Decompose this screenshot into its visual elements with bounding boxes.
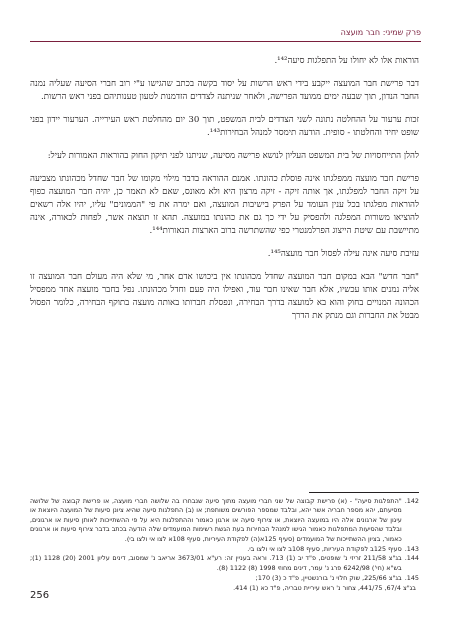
paragraph: הוראות אלו לא יחולו על התפלגות סיעה¹⁴². (274, 56, 419, 66)
paragraph: להלן התייחסויות של בית המשפט העליון לנושא פרישה מסיעה, שניתנו לפני תיקון החוק בהוראות האמורות לעיל: (47, 151, 419, 161)
footnote-text: בג"צ 211/58 זריזי נ' שופטים, פ"ד יב (1) 713. וראה בעניין זה: רע"א 3673/01 אריאב נ' שמסוב, דינים עליון 2001 (20) 1128 (1); בש"א (חי') 6242/98 פרג נ' עמר, דינים מחוזי 1998 (8) 1122 (8). (30, 554, 402, 572)
footnote-text: בג"צ 67/4, 441/75, צחור נ' ראש עיריית טבריה, פ"ד כא (1) 414. (233, 583, 416, 592)
footnote (30, 574, 419, 583)
footnote-number: 144. (404, 554, 419, 563)
running-header: פרק שמיני: חבר מועצה (340, 28, 421, 37)
footnote-number: 145. (404, 573, 419, 582)
footnote-number: 143. (404, 544, 419, 553)
footnote-text: סעיף 125ב לפקודת העיריות, סעיף 108ב לצו אי ולצו בי. (247, 544, 402, 553)
footnote-text: "התפלגות סיעה" - (א) פרישת קבוצה של שני חברי מועצה מתוך סיעה שנבחרו בה שלושה חברי מועצה, או פרישת קבוצה של שלושה מסיעתם, יהא מספר חבריה אשר יהא, ובלבד שמספר הפורשים משותפת; או (ב) התפלגות סיעה שהיא ציונן סיעות של המועצה היוצאת או עיגון של ארגונים אלה היו במועצה היוצאת, או צירוף סיעה או ארגון כאמור וההתפלגות היא על פי ההשתייכות לאותן סיעות או ארגונים, ובלבד שהסיעות המתפלגות כאמור הגישו למנהל הבחירות בעת הגשת רשימות המועמדים שלה הודעה בכתב בדבר צירוף סיעות או ארגונים כאמור, בציון ההשתייכות של המועמדים (סעיף 125א(ה) לפקודת העיריות, סעיף 108א לצו אי ולצו בי). (30, 497, 402, 543)
paragraph: "חבר חדש" הבא במקום חבר המועצה שחדל מכהונתו אין ביכושו אדם אחר, מי שלא היה מעולם חבר המועצה זו אליה נמנים אותו עכשיו, אלא חבר שאינו חבר עוד, ואפילו היה פעם וחדל מכהונתו. נפל בחבר מועצה אחד ממפסיל הכהונה המנויים בחוק והוא בא למועצה בדרך הבחירה, ונפסלת חברותו באותה מועצה בתוקף הבחירה, כלומר הפסול מבטל את החברות וגם מנתק את הדרך (30, 272, 419, 321)
paragraph: פרישת חבר מועצה ממפלגתו אינה פוסלת כהונתו. אמנם ההוראה בדבר מילוי מקומו של חבר שחדל מכהונתו מצביעה על זיקה החבר למפלגתו, אך אותה זיקה - זיקה מרצון היא ולא מאונס, שאם לא תאמר כן, יהיה חבר המועצה כפוף להוראות מפלגתו בכל ענין העומד על הפרק בישיבות המועצה, ואם ימרה את פי "הממונים" עליו, יהיו אלה רשאים להוציאו משורות המפלגה ולהפסיק על ידי כך גם את כהונתו במועצה. תהא זו תוצאה אשר, לפחות לכאורה, אינה מתיישבת עם שיטת הייצוג הפרלמנטרי כפי שהשתרשה ברוב הארצות הנאורות¹⁴⁴. (30, 174, 419, 236)
page-number: 256 (30, 590, 50, 601)
footnotes (30, 497, 419, 594)
footnote (30, 554, 419, 573)
header-divider (30, 41, 421, 42)
footnote (30, 497, 419, 544)
paragraph: זכות ערעור על ההחלטה נתונה לשני הצדדים לבית המשפט, תוך 30 יום מהחלטת ראש העירייה. הערעור יידון בפני שופט יחיד והחלטתו - סופית. הודעה תימסר למנהל הבחירות¹⁴³. (30, 115, 419, 138)
paragraph: עזיבת סיעה אינה עילה לפסול חבר מועצה¹⁴⁵. (267, 249, 419, 259)
main-text (30, 55, 419, 333)
footnote (30, 545, 419, 554)
footnote (30, 584, 419, 593)
footnote-divider (309, 492, 419, 493)
paragraph: דבר פרישת חבר המועצה ייקבע בידי ראש הרשות על יסוד בקשה בכתב שהגישו ע"י רוב חברי הסיעה שעליה נמנה החבר הנדון, תוך שבעה ימים ממועד הפרישה, ולאחר שניתנה לצדדים הזדמנות לטעון טענותיהם בפני ראש הרשות. (30, 79, 419, 102)
footnote-text: בג"צ 225/66, שוק חלוי נ' בורנשטיין, פ"ד כ (3) 170; (255, 573, 402, 582)
footnote-number: 142. (404, 497, 419, 505)
